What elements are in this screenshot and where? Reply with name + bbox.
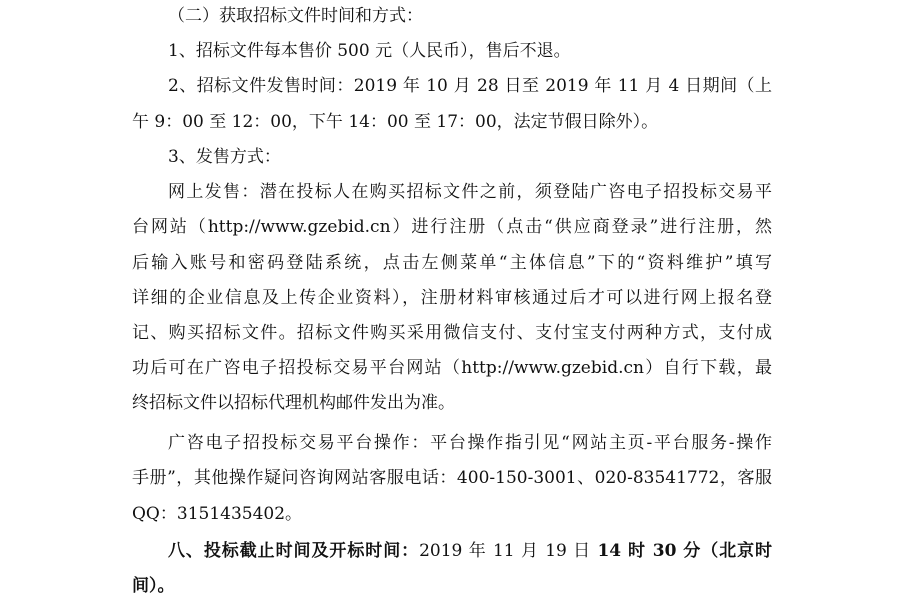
item-sale-period-line1: 2、招标文件发售时间：2019 年 10 月 28 日至 2019 年 11 月 4 日期间（上 (168, 76, 772, 96)
online-sale-line7: 终招标文件以招标代理机构邮件发出为准。 (132, 393, 455, 413)
online-sale-line6: 功后可在广咨电子招投标交易平台网站（http://www.gzebid.cn）自行下载，最 (132, 358, 772, 378)
deadline-heading-line2: 间）。 (132, 576, 175, 596)
online-sale-line5: 记、购买招标文件。招标文件购买采用微信支付、支付宝支付两种方式，支付成 (132, 323, 772, 343)
deadline-heading-line1 (132, 537, 772, 565)
platform-operation-line3: QQ：3151435402。 (132, 504, 303, 524)
online-sale-line3: 后输入账号和密码登陆系统，点击左侧菜单“主体信息”下的“资料维护”填写 (132, 253, 772, 273)
item-sale-method: 3、发售方式： (168, 147, 281, 167)
online-sale-line1: 网上发售：潜在投标人在购买招标文件之前，须登陆广咨电子招投标交易平 (168, 182, 772, 202)
item-sale-period-line2: 午 9：00 至 12：00，下午 14：00 至 17：00，法定节假日除外）。 (132, 112, 659, 132)
subheading-obtain-documents: （二）获取招标文件时间和方式： (168, 6, 423, 26)
platform-operation-line2: 手册”，其他操作疑问咨询网站客服电话：400-150-3001、020-83541772，客服 (132, 468, 772, 488)
deadline-label: 八、投标截止时间及开标时间： (168, 541, 420, 561)
online-sale-line2: 台网站（http://www.gzebid.cn）进行注册（点击“供应商登录”进行注册，然 (132, 217, 772, 237)
deadline-time: 14 时 30 分（北京时 (597, 541, 772, 561)
deadline-date: 2019 年 11 月 19 日 (419, 541, 592, 561)
online-sale-line4: 详细的企业信息及上传企业资料），注册材料审核通过后才可以进行网上报名登 (132, 288, 772, 308)
item-price: 1、招标文件每本售价 500 元（人民币），售后不退。 (168, 41, 571, 61)
platform-operation-line1: 广咨电子招投标交易平台操作：平台操作指引见“网站主页-平台服务-操作 (168, 433, 772, 453)
